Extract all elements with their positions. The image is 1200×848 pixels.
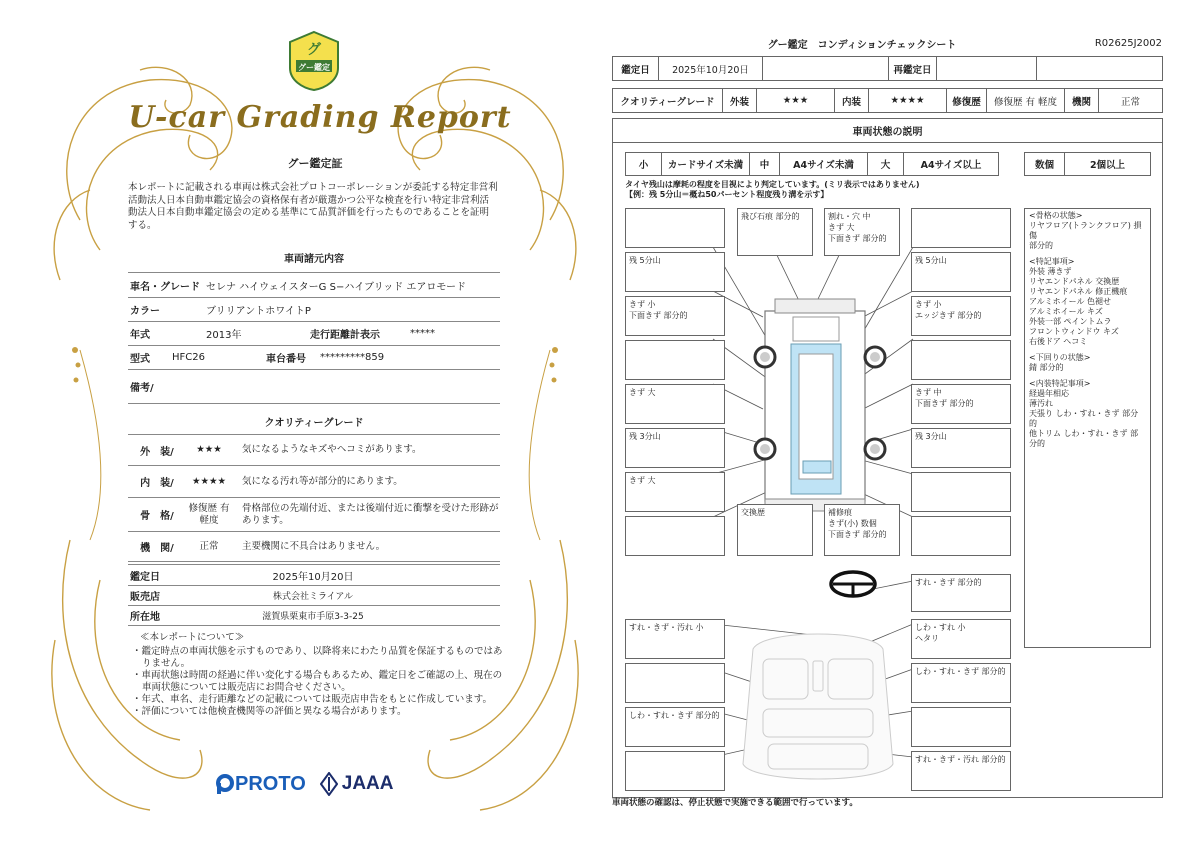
proto-logo-text: PROTO <box>235 772 306 795</box>
tyre-note-line: 【例：残 5分山＝概ね50パーセント程度残り溝を示す】 <box>625 190 829 199</box>
ext-box-top-mid-2: 割れ・穴 中 きず 大 下面きず 部分的 <box>824 208 900 256</box>
ext-box-left-6: 残 3分山 <box>625 428 725 468</box>
ext-box-right-8 <box>911 516 1011 556</box>
certificate-intro: 本レポートに記載される車両は株式会社プロトコーポレーションが委託する特定非営利活動法人日本自動車鑑定協会の資格保有者が厳選かつ公平な検査を行い特定非営利活動法人日本自動車鑑定協会の定める基準にて品質評価を行ったものであることを証明する。 <box>128 182 498 231</box>
exterior-label: 外装 <box>723 89 757 112</box>
ext-box-left-1 <box>625 208 725 248</box>
count-desc: 2個以上 <box>1089 160 1126 171</box>
empty-cell <box>763 57 889 80</box>
chassis-value: *********859 <box>320 352 385 363</box>
frame-label: 骨 格/ <box>140 511 174 522</box>
interior-desc: 気になる汚れ等が部分的にあります。 <box>242 475 403 487</box>
remarks-line: リヤエンドパネル 交換歴 <box>1029 277 1120 286</box>
ext-box-left-5: きず 大 <box>625 384 725 424</box>
int-box-right-5: すれ・きず・汚れ 部分的 <box>911 751 1011 791</box>
ext-box-left-8 <box>625 516 725 556</box>
remarks-group <box>1029 211 1146 251</box>
jaaa-mark-icon <box>320 772 338 796</box>
proto-logo <box>215 773 306 796</box>
about-note: ・評価については他検査機関等の評価と異なる場合があります。 <box>132 706 407 717</box>
remarks-line: 右後ドア ヘコミ <box>1029 337 1088 346</box>
repair-label: 修復歴 <box>947 89 987 112</box>
date-label: 鑑定日 <box>613 57 659 80</box>
size-large-desc: A4サイズ以上 <box>920 160 982 171</box>
remarks-group-title: <特記事項> <box>1029 257 1075 266</box>
quality-row-engine <box>128 532 500 562</box>
int-box-right-3: しわ・すれ・きず 部分的 <box>911 663 1011 703</box>
remarks-panel <box>1024 208 1151 648</box>
model-label: 型式 <box>130 354 150 365</box>
jaaa-logo-text: JAAA <box>341 773 394 794</box>
remarks-line: 薄汚れ <box>1029 399 1053 408</box>
remarks-line: リヤフロア(トランクフロア) 損傷 <box>1029 221 1142 240</box>
mileage-value: ***** <box>410 328 435 339</box>
sheet-title: グー鑑定 コンディションチェックシート <box>767 40 957 51</box>
remarks-label: 備考/ <box>130 383 154 394</box>
size-large: 大 <box>868 153 904 175</box>
ext-box-right-4 <box>911 340 1011 380</box>
ext-box-bottom-mid-2: 補修痕 きず(小) 数個 下面きず 部分的 <box>824 504 900 556</box>
frame-value: 修復歴 有 軽度 <box>188 502 230 526</box>
ext-box-left-3: きず 小 下面きず 部分的 <box>625 296 725 336</box>
about-note: ・年式、車名、走行距離などの記載については販売店申告をもとに作成しています。 <box>132 694 493 705</box>
ext-box-right-1 <box>911 208 1011 248</box>
ext-box-left-4 <box>625 340 725 380</box>
tyre-note-line: タイヤ残山は摩耗の程度を目視により判定しています。(ミリ表示ではありません) <box>625 180 920 189</box>
engine-label: 機 関/ <box>140 543 174 554</box>
engine-value: 正常 <box>1120 96 1140 108</box>
quality-grade-label: クオリティーグレード <box>613 89 723 112</box>
report-title: U-car Grading Report <box>128 100 512 135</box>
remarks-line: 部分的 <box>1029 241 1053 250</box>
remarks-line: 錆 部分的 <box>1029 363 1064 372</box>
int-box-left-1: すれ・きず・汚れ 小 <box>625 619 725 659</box>
engine-value: 正常 <box>199 540 219 552</box>
remarks-line: フロントウィンドウ キズ <box>1029 327 1119 336</box>
ext-box-right-3: きず 小 エッジきず 部分的 <box>911 296 1011 336</box>
interior-stars: ★★★★ <box>191 475 227 487</box>
appraisal-date-value: 2025年10月20日 <box>272 571 354 583</box>
exterior-stars: ★★★ <box>757 89 835 112</box>
color-label: カラー <box>130 306 160 317</box>
car-top-view <box>755 299 885 511</box>
frame-desc: 骨格部位の先端付近、または後端付近に衝撃を受けた形跡があります。 <box>242 502 499 526</box>
ext-box-right-2: 残 5分山 <box>911 252 1011 292</box>
svg-text:グ: グ <box>307 42 321 58</box>
remarks-group-title: <内装特記事項> <box>1029 379 1091 388</box>
size-legend <box>625 152 999 176</box>
shop-label: 販売店 <box>130 592 160 603</box>
exterior-desc: 気になるようなキズやヘコミがあります。 <box>242 444 422 455</box>
ext-box-bottom-mid-1: 交換歴 <box>737 504 813 556</box>
remarks-line: 天張り しわ・すれ・きず 部分的 <box>1029 409 1139 428</box>
sheet-footnote: 車両状態の確認は、停止状態で実施できる範囲で行っています。 <box>612 798 858 808</box>
about-title: ≪本レポートについて≫ <box>140 632 245 643</box>
remarks-line: 経過年相応 <box>1029 389 1069 398</box>
goo-appraisal-badge <box>286 30 342 92</box>
date-value: 2025年10月20日 <box>659 57 763 80</box>
ext-box-left-7: きず 大 <box>625 472 725 512</box>
sheet-id: R02625J2002 <box>1094 38 1162 49</box>
spec-row-model <box>128 346 500 370</box>
badge-text: グー鑑定 <box>298 63 330 72</box>
ext-box-top-mid-1: 飛び石痕 部分的 <box>737 208 813 256</box>
name-value: セレナ ハイウェイスターG S−ハイブリッド エアロモード <box>206 281 467 293</box>
color-value: ブリリアントホワイトP <box>206 306 311 317</box>
date-table <box>612 56 1163 81</box>
appraisal-date-label: 鑑定日 <box>130 571 160 583</box>
count-label: 数個 <box>1025 153 1065 175</box>
shop-value: 株式会社ミライアル <box>272 592 354 602</box>
int-box-steering: すれ・きず 部分的 <box>911 574 1011 612</box>
count-legend <box>1024 152 1151 176</box>
chassis-label: 車台番号 <box>266 354 306 365</box>
year-label: 年式 <box>130 330 150 341</box>
address-value: 滋賀県栗東市手原3-3-25 <box>262 612 364 622</box>
proto-mark-icon <box>215 773 235 795</box>
about-report <box>128 632 503 718</box>
exterior-label: 外 装/ <box>140 446 174 458</box>
spec-row-remarks <box>128 370 500 404</box>
remarks-line: 外装 薄きず <box>1029 267 1072 276</box>
interior-label: 内装 <box>835 89 869 112</box>
mileage-label: 走行距離計表示 <box>310 330 380 341</box>
name-label: 車名・グレード <box>130 281 200 293</box>
ext-box-right-6: 残 3分山 <box>911 428 1011 468</box>
spec-row-name <box>128 272 500 298</box>
appraisal-date-row <box>128 564 500 586</box>
int-box-left-4 <box>625 751 725 791</box>
empty-cell <box>1037 57 1162 80</box>
quality-title: クオリティーグレード <box>264 418 364 429</box>
reappraisal-label: 再鑑定日 <box>889 57 937 80</box>
car-interior-view <box>743 634 893 779</box>
steering-wheel-icon <box>831 572 875 596</box>
remarks-group <box>1029 353 1146 373</box>
grading-certificate <box>40 20 590 828</box>
size-medium-desc: A4サイズ未満 <box>780 153 868 175</box>
ext-box-left-2: 残 5分山 <box>625 252 725 292</box>
condition-check-sheet <box>612 34 1164 810</box>
about-note: ・鑑定時点の車両状態を示すものであり、以降将来にわたり品質を保証するものではありません。 <box>132 646 503 669</box>
ext-box-right-7 <box>911 472 1011 512</box>
specs-title: 車両諸元内容 <box>284 254 344 265</box>
exterior-stars: ★★★ <box>196 444 222 455</box>
jaaa-logo <box>320 772 394 796</box>
size-small: 小 <box>626 153 662 175</box>
spec-row-color <box>128 298 500 322</box>
year-value: 2013年 <box>206 330 242 341</box>
remarks-group <box>1029 379 1146 449</box>
remarks-line: 他トリム しわ・すれ・きず 部分的 <box>1029 429 1139 448</box>
spec-row-year <box>128 322 500 346</box>
remarks-line: リヤエンドパネル 修正機痕 <box>1029 287 1128 296</box>
address-label: 所在地 <box>130 612 160 623</box>
ext-box-right-5: きず 中 下面きず 部分的 <box>911 384 1011 424</box>
int-box-right-4 <box>911 707 1011 747</box>
remarks-group-title: <下回りの状態> <box>1029 353 1091 362</box>
remarks-line: アルミホイール キズ <box>1029 307 1103 316</box>
address-row <box>128 606 500 626</box>
engine-desc: 主要機関に不具合はありません。 <box>242 540 386 552</box>
size-small-desc: カードサイズ未満 <box>662 153 750 175</box>
quality-row-exterior <box>128 434 500 466</box>
tyre-note <box>625 180 920 200</box>
model-value: HFC26 <box>172 352 205 363</box>
remarks-line: 外装一部 ペイントムラ <box>1029 317 1112 326</box>
remarks-line: アルミホイール 色褪せ <box>1029 297 1112 306</box>
int-box-right-2: しわ・すれ 小 ヘタリ <box>911 619 1011 659</box>
int-box-left-3: しわ・すれ・きず 部分的 <box>625 707 725 747</box>
quality-row-frame <box>128 498 500 532</box>
remarks-group <box>1029 257 1146 347</box>
condition-title: 車両状態の説明 <box>613 119 1162 143</box>
repair-value: 修復歴 有 軽度 <box>987 89 1065 112</box>
interior-stars: ★★★★ <box>869 89 947 112</box>
certificate-heading: グー鑑定証 <box>287 157 343 170</box>
remarks-group-title: <骨格の状態> <box>1029 211 1083 220</box>
about-note: ・車両状態は時間の経過に伴い変化する場合もあるため、鑑定日をご確認の上、現在の車両状態については販売店にお問合せください。 <box>132 670 503 693</box>
interior-label: 内 装/ <box>140 478 174 489</box>
int-box-left-2 <box>625 663 725 703</box>
logos <box>215 770 435 798</box>
engine-label: 機関 <box>1065 89 1099 112</box>
size-medium: 中 <box>750 153 780 175</box>
condition-frame <box>612 118 1163 798</box>
shop-row <box>128 586 500 606</box>
grade-table <box>612 88 1163 113</box>
reappraisal-value <box>937 57 1037 80</box>
quality-row-interior <box>128 466 500 498</box>
